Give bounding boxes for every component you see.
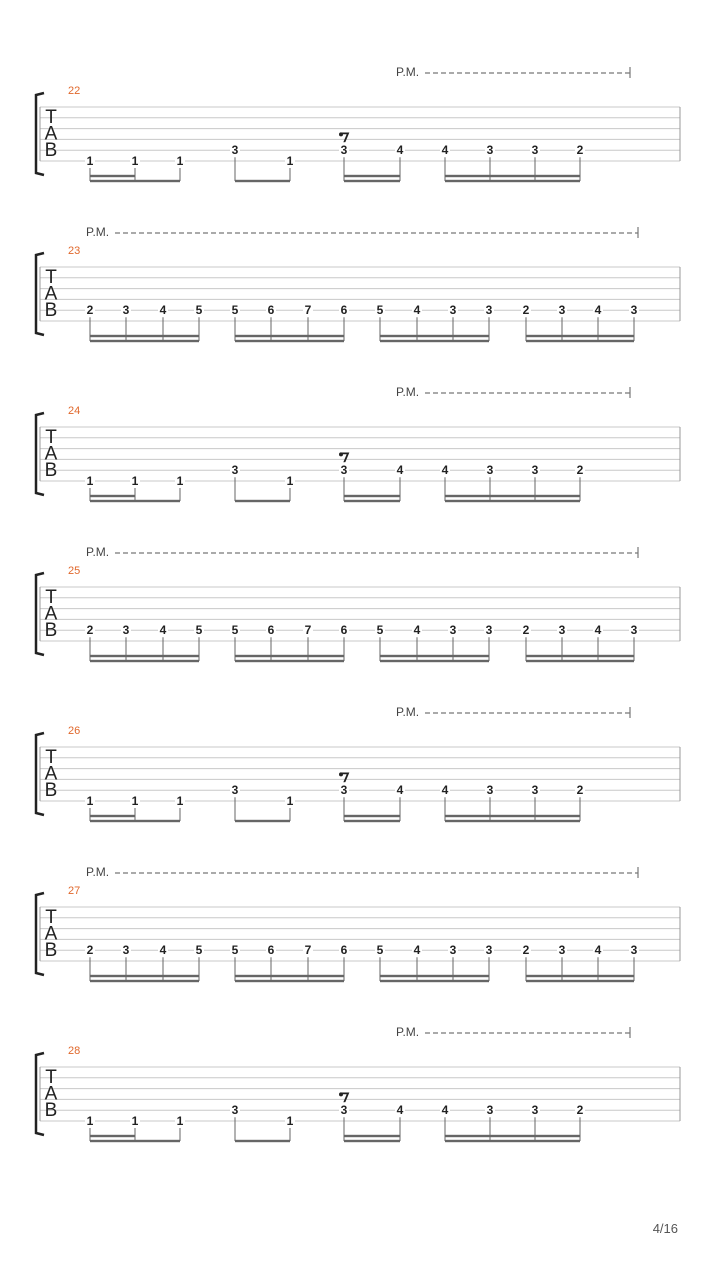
fret-number: 3 [630,943,638,958]
note-beam [235,655,344,657]
fret-number: 3 [485,303,493,318]
fret-number: 6 [340,623,348,638]
note-beam [90,500,180,502]
fret-number: 5 [195,303,203,318]
fret-number: 6 [267,943,275,958]
fret-number: 7 [304,943,312,958]
note-beam [90,660,199,662]
palm-mute-label: P.M. [396,1025,420,1039]
tab-clef-letter: B [44,1100,58,1121]
fret-number: 3 [231,463,239,478]
note-beam [380,655,489,657]
fret-number: 5 [376,623,384,638]
fret-number: 4 [441,783,449,798]
fret-number: 1 [131,154,139,168]
note-beam [90,980,199,982]
palm-mute-label: P.M. [86,545,110,559]
note-beam [344,175,400,177]
tab-clef-letter: B [44,300,58,321]
fret-number: 3 [531,1103,539,1118]
fret-number: 3 [340,1103,348,1118]
fret-number: 4 [594,303,602,318]
note-beam [344,1135,400,1137]
measure-number: 27 [68,885,81,897]
note-beam [445,1140,580,1142]
page-number: 4/16 [652,1221,678,1236]
tab-clef-letter: A [44,123,58,145]
fret-number: 1 [86,154,94,168]
fret-number: 4 [413,303,421,318]
tab-clef-letter: A [44,443,58,465]
fret-number: 4 [396,1103,404,1118]
note-beam [344,1140,400,1142]
fret-number: 3 [531,463,539,478]
fret-number: 3 [340,143,348,158]
eighth-rest [339,132,343,136]
note-beam [235,1140,290,1142]
fret-number: 5 [231,623,239,638]
note-beam [526,655,634,657]
fret-number: 3 [122,303,130,318]
fret-number: 3 [486,1103,494,1118]
fret-number: 5 [195,943,203,958]
note-beam [235,980,344,982]
fret-number: 2 [522,623,530,638]
note-beam [235,335,344,337]
note-beam [235,180,290,182]
note-beam [344,820,400,822]
fret-number: 1 [86,474,94,488]
note-beam [445,180,580,182]
fret-number: 3 [486,143,494,158]
fret-number: 1 [86,1114,94,1128]
tab-clef-letter: T [45,427,57,448]
note-beam [90,975,199,977]
fret-number: 4 [396,143,404,158]
fret-number: 1 [286,1114,294,1128]
tab-clef-letter: T [45,1067,57,1088]
tab-clef-letter: T [45,107,57,128]
note-beam [380,340,489,342]
fret-number: 5 [376,943,384,958]
fret-number: 5 [231,943,239,958]
palm-mute-label: P.M. [86,225,110,239]
note-beam [235,820,290,822]
fret-number: 2 [86,623,94,638]
fret-number: 6 [267,623,275,638]
note-beam [445,820,580,822]
fret-number: 4 [159,623,167,638]
fret-number: 3 [449,303,457,318]
note-beam [526,340,634,342]
fret-number: 4 [159,303,167,318]
tab-clef-letter: A [44,603,58,625]
tab-clef-letter: A [44,923,58,945]
measure-number: 22 [68,85,81,97]
tab-clef-letter: A [44,763,58,785]
fret-number: 3 [485,623,493,638]
fret-number: 7 [304,303,312,318]
fret-number: 3 [531,783,539,798]
measure-number: 26 [68,725,81,737]
fret-number: 1 [286,474,294,488]
note-beam [344,495,400,497]
fret-number: 1 [131,1114,139,1128]
note-beam [90,335,199,337]
tab-clef-letter: T [45,907,57,928]
fret-number: 5 [376,303,384,318]
note-beam [380,335,489,337]
fret-number: 1 [131,474,139,488]
note-beam [445,815,580,817]
note-beam [90,495,135,497]
note-beam [90,340,199,342]
fret-number: 2 [576,1103,584,1118]
note-beam [90,175,135,177]
note-beam [90,1140,180,1142]
note-beam [445,1135,580,1137]
fret-number: 3 [485,943,493,958]
note-beam [235,660,344,662]
fret-number: 1 [176,1114,184,1128]
eighth-rest [339,772,343,776]
eighth-rest [339,452,343,456]
note-beam [380,660,489,662]
fret-number: 3 [558,943,566,958]
fret-number: 7 [304,623,312,638]
fret-number: 3 [486,783,494,798]
fret-number: 1 [286,154,294,168]
fret-number: 2 [576,783,584,798]
fret-number: 2 [522,303,530,318]
fret-number: 2 [576,463,584,478]
fret-number: 2 [522,943,530,958]
fret-number: 3 [231,143,239,158]
tab-clef-letter: T [45,747,57,768]
palm-mute-label: P.M. [396,385,420,399]
fret-number: 3 [531,143,539,158]
palm-mute-label: P.M. [396,705,420,719]
fret-number: 4 [441,463,449,478]
fret-number: 3 [122,623,130,638]
tab-clef-letter: B [44,940,58,961]
fret-number: 4 [413,943,421,958]
tab-clef-letter: T [45,267,57,288]
fret-number: 3 [122,943,130,958]
fret-number: 3 [558,623,566,638]
note-beam [90,180,180,182]
fret-number: 3 [630,623,638,638]
note-beam [526,335,634,337]
tab-clef-letter: T [45,587,57,608]
measure-number: 23 [68,245,81,257]
tab-clef-letter: B [44,620,58,641]
fret-number: 6 [267,303,275,318]
fret-number: 2 [86,943,94,958]
fret-number: 4 [594,623,602,638]
fret-number: 4 [594,943,602,958]
fret-number: 4 [159,943,167,958]
measure-number: 28 [68,1045,81,1057]
note-beam [445,500,580,502]
fret-number: 3 [231,783,239,798]
note-beam [445,495,580,497]
fret-number: 5 [231,303,239,318]
fret-number: 3 [486,463,494,478]
note-beam [90,815,135,817]
tab-clef-letter: A [44,1083,58,1105]
fret-number: 1 [286,794,294,808]
fret-number: 1 [176,474,184,488]
note-beam [90,1135,135,1137]
fret-number: 1 [131,794,139,808]
tab-clef-letter: B [44,460,58,481]
fret-number: 4 [441,143,449,158]
tab-clef-letter: A [44,283,58,305]
fret-number: 4 [413,623,421,638]
fret-number: 3 [558,303,566,318]
note-beam [380,975,489,977]
note-beam [235,975,344,977]
note-beam [90,655,199,657]
tab-clef-letter: B [44,140,58,161]
note-beam [235,500,290,502]
fret-number: 3 [231,1103,239,1118]
note-beam [526,975,634,977]
tab-clef-letter: B [44,780,58,801]
fret-number: 4 [441,1103,449,1118]
fret-number: 2 [86,303,94,318]
fret-number: 3 [449,943,457,958]
palm-mute-label: P.M. [396,65,420,79]
note-beam [235,340,344,342]
fret-number: 6 [340,943,348,958]
palm-mute-label: P.M. [86,865,110,879]
fret-number: 4 [396,463,404,478]
note-beam [380,980,489,982]
note-beam [344,180,400,182]
note-beam [344,815,400,817]
fret-number: 1 [86,794,94,808]
note-beam [90,820,180,822]
fret-number: 4 [396,783,404,798]
fret-number: 6 [340,303,348,318]
measure-number: 24 [68,405,81,417]
note-beam [526,980,634,982]
note-beam [344,500,400,502]
eighth-rest [339,1092,343,1096]
note-beam [526,660,634,662]
measure-number: 25 [68,565,81,577]
fret-number: 3 [630,303,638,318]
fret-number: 2 [576,143,584,158]
fret-number: 3 [340,783,348,798]
fret-number: 5 [195,623,203,638]
fret-number: 1 [176,154,184,168]
fret-number: 3 [340,463,348,478]
note-beam [445,175,580,177]
fret-number: 3 [449,623,457,638]
fret-number: 1 [176,794,184,808]
